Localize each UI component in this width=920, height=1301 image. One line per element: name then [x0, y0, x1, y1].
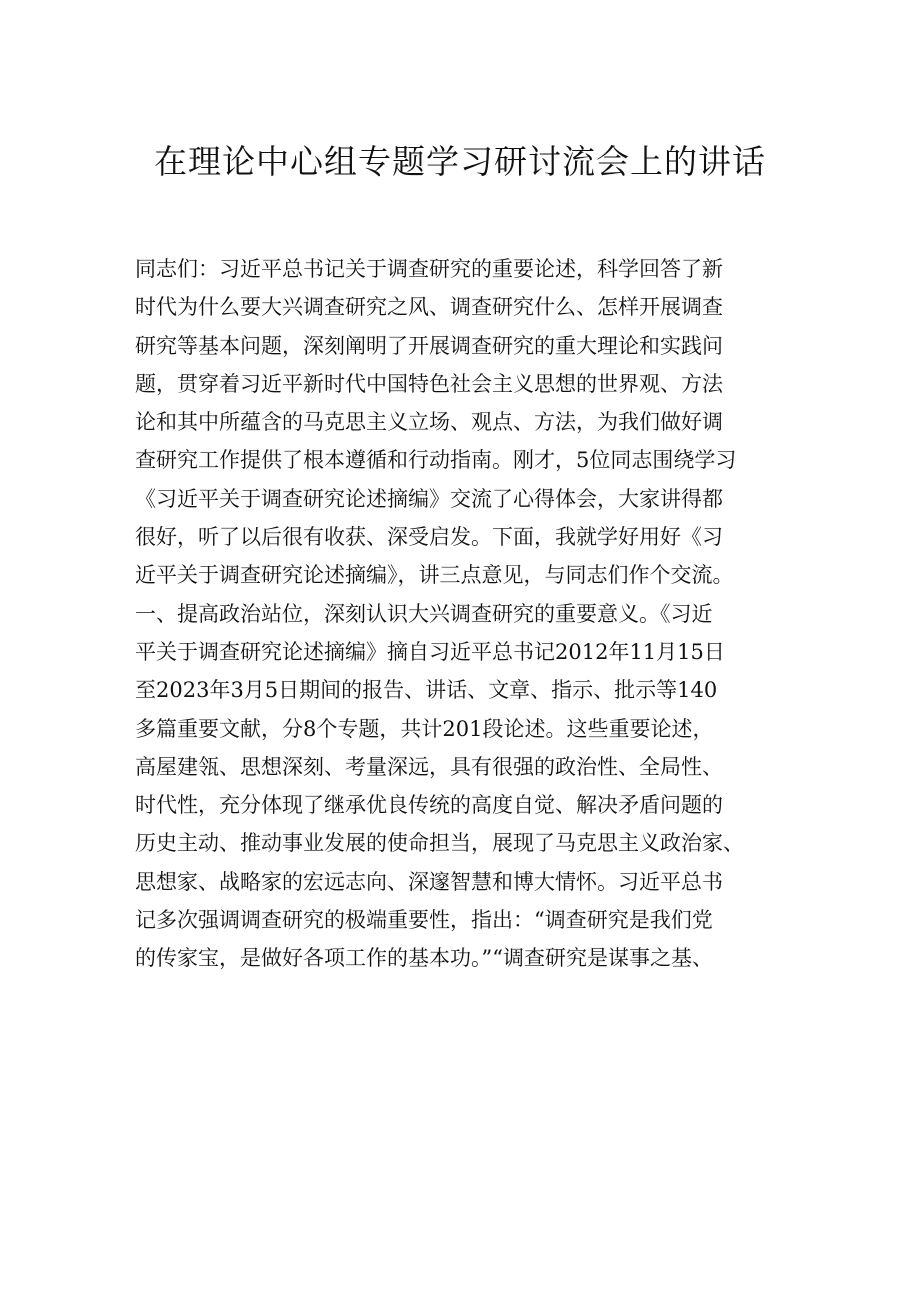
body-line: 很好，听了以后很有收获、深受启发。下面，我就学好用好《习: [135, 525, 723, 550]
section-heading-line: 一、提高政治站位，深刻认识大兴调查研究的重要意义。《习近: [135, 601, 713, 626]
body-line: 论和其中所蕴含的马克思主义立场、观点、方法，为我们做好调: [135, 410, 723, 435]
body-line: 历史主动、推动事业发展的使命担当，展现了马克思主义政治家、: [135, 831, 744, 856]
body-line: 记多次强调调查研究的极端重要性，指出：“调查研究是我们党: [135, 908, 713, 933]
body-line: 平关于调查研究论述摘编》摘自习近平总书记2012年11月15日: [135, 639, 725, 664]
body-line: 至2023年3月5日期间的报告、讲话、文章、指示、批示等140: [135, 678, 718, 703]
body-line: 的传家宝，是做好各项工作的基本功。”“调查研究是谋事之基、: [135, 946, 713, 971]
document-title: 在理论中心组专题学习研讨流会上的讲话: [154, 142, 766, 181]
body-line: 查研究工作提供了根本遵循和行动指南。刚才，5位同志围绕学习: [135, 448, 737, 473]
body-line: 高屋建瓴、思想深刻、考量深远，具有很强的政治性、全局性、: [135, 754, 723, 779]
body-line: 多篇重要文献，分8个专题，共计201段论述。这些重要论述，: [135, 716, 714, 741]
body-line: 时代为什么要大兴调查研究之风、调查研究什么、怎样开展调查: [135, 295, 723, 320]
body-line: 研究等基本问题，深刻阐明了开展调查研究的重大理论和实践问: [135, 333, 723, 358]
document-body: [135, 250, 795, 978]
body-line: 时代性，充分体现了继承优良传统的高度自觉、解决矛盾问题的: [135, 793, 723, 818]
body-line: 近平关于调查研究论述摘编》，讲三点意见，与同志们作个交流。: [135, 563, 734, 588]
body-line: 同志们：习近平总书记关于调查研究的重要论述，科学回答了新: [135, 257, 723, 281]
body-line: 《习近平关于调查研究论述摘编》交流了心得体会，大家讲得都: [135, 486, 723, 511]
body-line: 题，贯穿着习近平新时代中国特色社会主义思想的世界观、方法: [135, 371, 723, 396]
body-line: 思想家、战略家的宏远志向、深邃智慧和博大情怀。习近平总书: [135, 869, 723, 894]
